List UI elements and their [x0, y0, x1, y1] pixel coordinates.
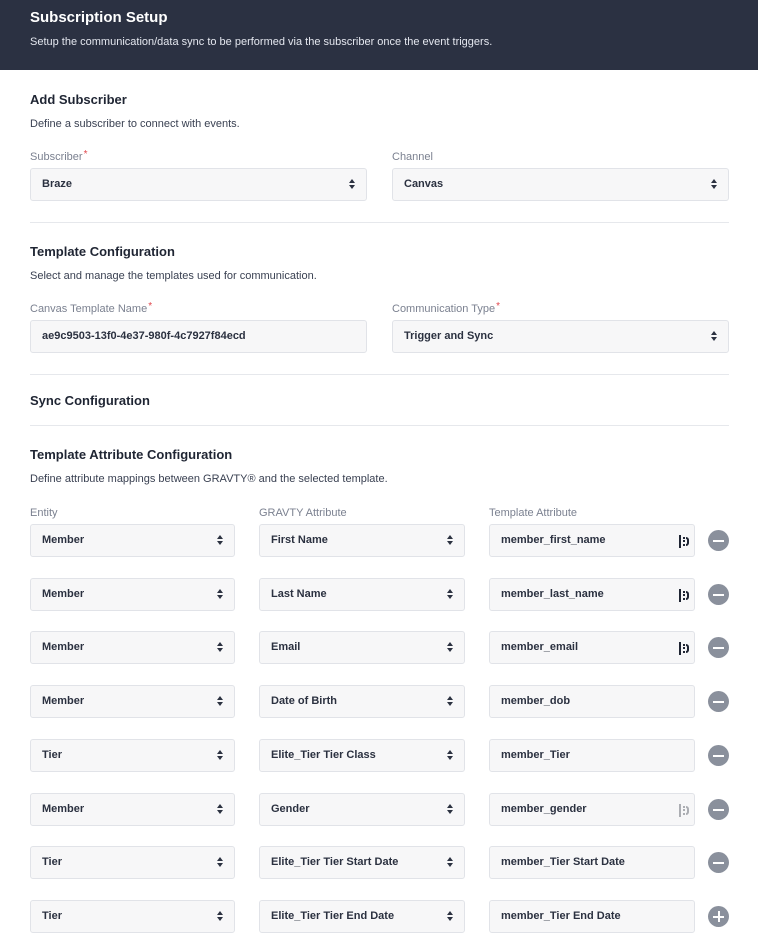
- select-arrows-icon: [447, 534, 453, 548]
- entity-select[interactable]: Tier: [30, 739, 235, 772]
- gravty-attribute-select[interactable]: Date of Birth: [259, 685, 465, 718]
- attribute-configuration-title: Template Attribute Configuration: [30, 447, 233, 462]
- select-arrows-icon: [447, 641, 453, 655]
- select-arrows-icon: [447, 749, 453, 763]
- template-attribute-input[interactable]: member_Tier Start Date: [489, 846, 695, 879]
- template-attribute-input[interactable]: member_Tier: [489, 739, 695, 772]
- section-divider: [30, 374, 729, 375]
- entity-select[interactable]: Member: [30, 631, 235, 664]
- section-divider: [30, 425, 729, 426]
- remove-row-button[interactable]: [708, 530, 729, 551]
- entity-column-header: Entity: [30, 507, 58, 519]
- select-arrows-icon: [217, 695, 223, 709]
- entity-select[interactable]: Member: [30, 524, 235, 557]
- remove-row-button[interactable]: [708, 852, 729, 873]
- select-arrows-icon: [349, 178, 355, 192]
- template-attribute-input[interactable]: member_gender: [489, 793, 695, 826]
- select-arrows-icon: [217, 856, 223, 870]
- select-arrows-icon: [217, 749, 223, 763]
- entity-select[interactable]: Member: [30, 793, 235, 826]
- attribute-picker-icon[interactable]: [679, 642, 689, 655]
- gravty-attribute-select[interactable]: Elite_Tier Tier End Date: [259, 900, 465, 933]
- gravty-attribute-select[interactable]: First Name: [259, 524, 465, 557]
- template-attribute-input[interactable]: member_first_name: [489, 524, 695, 557]
- canvas-template-label: Canvas Template Name*: [30, 301, 153, 315]
- entity-select[interactable]: Member: [30, 578, 235, 611]
- select-arrows-icon: [447, 803, 453, 817]
- select-arrows-icon: [217, 641, 223, 655]
- gravty-attribute-column-header: GRAVTY Attribute: [259, 507, 347, 519]
- template-attribute-input[interactable]: member_Tier End Date: [489, 900, 695, 933]
- page-header: [0, 0, 758, 70]
- attribute-configuration-description: Define attribute mappings between GRAVTY® and the selected template.: [30, 473, 388, 485]
- template-attribute-column-header: Template Attribute: [489, 507, 578, 519]
- entity-select[interactable]: Tier: [30, 900, 235, 933]
- communication-type-label: Communication Type*: [392, 301, 501, 315]
- attribute-picker-icon[interactable]: [679, 589, 689, 602]
- gravty-attribute-select[interactable]: Elite_Tier Tier Start Date: [259, 846, 465, 879]
- required-mark: *: [148, 301, 153, 312]
- page-title: Subscription Setup: [30, 9, 168, 26]
- entity-select[interactable]: Tier: [30, 846, 235, 879]
- select-arrows-icon: [217, 910, 223, 924]
- gravty-attribute-select[interactable]: Last Name: [259, 578, 465, 611]
- remove-row-button[interactable]: [708, 584, 729, 605]
- select-arrows-icon: [447, 695, 453, 709]
- channel-label: Channel: [392, 151, 433, 163]
- template-configuration-description: Select and manage the templates used for communication.: [30, 270, 317, 282]
- section-divider: [30, 222, 729, 223]
- template-attribute-input[interactable]: member_dob: [489, 685, 695, 718]
- select-arrows-icon: [447, 856, 453, 870]
- add-row-button[interactable]: [708, 906, 729, 927]
- gravty-attribute-select[interactable]: Email: [259, 631, 465, 664]
- add-subscriber-title: Add Subscriber: [30, 92, 127, 107]
- subscriber-select[interactable]: Braze: [30, 168, 367, 201]
- select-arrows-icon: [217, 588, 223, 602]
- select-arrows-icon: [711, 330, 717, 344]
- remove-row-button[interactable]: [708, 691, 729, 712]
- attribute-picker-icon[interactable]: [679, 804, 689, 817]
- select-arrows-icon: [447, 910, 453, 924]
- template-attribute-input[interactable]: member_last_name: [489, 578, 695, 611]
- page-subtitle: Setup the communication/data sync to be performed via the subscriber once the event triggers.: [30, 36, 493, 48]
- template-configuration-title: Template Configuration: [30, 244, 175, 259]
- channel-select[interactable]: Canvas: [392, 168, 729, 201]
- template-attribute-input[interactable]: member_email: [489, 631, 695, 664]
- select-arrows-icon: [711, 178, 717, 192]
- select-arrows-icon: [217, 803, 223, 817]
- remove-row-button[interactable]: [708, 637, 729, 658]
- gravty-attribute-select[interactable]: Gender: [259, 793, 465, 826]
- add-subscriber-description: Define a subscriber to connect with events.: [30, 118, 240, 130]
- entity-select[interactable]: Member: [30, 685, 235, 718]
- remove-row-button[interactable]: [708, 745, 729, 766]
- remove-row-button[interactable]: [708, 799, 729, 820]
- gravty-attribute-select[interactable]: Elite_Tier Tier Class: [259, 739, 465, 772]
- communication-type-select[interactable]: Trigger and Sync: [392, 320, 729, 353]
- required-mark: *: [496, 301, 501, 312]
- canvas-template-input[interactable]: ae9c9503-13f0-4e37-980f-4c7927f84ecd: [30, 320, 367, 353]
- select-arrows-icon: [217, 534, 223, 548]
- subscriber-label: Subscriber*: [30, 149, 88, 163]
- sync-configuration-title[interactable]: Sync Configuration: [30, 393, 150, 408]
- select-arrows-icon: [447, 588, 453, 602]
- attribute-picker-icon[interactable]: [679, 535, 689, 548]
- required-mark: *: [83, 149, 88, 160]
